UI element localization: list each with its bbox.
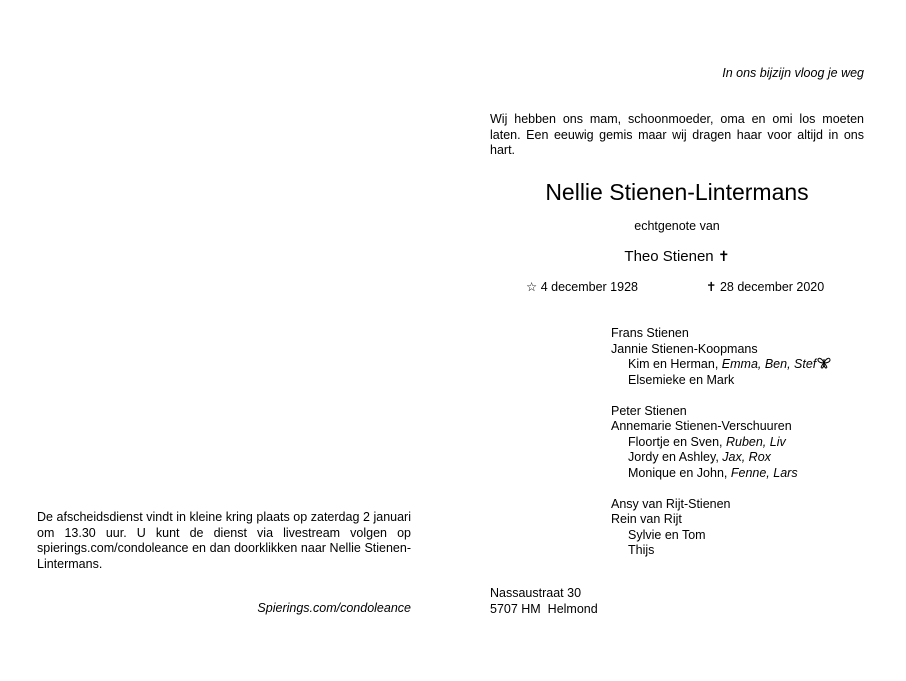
death-date-text: 28 december 2020 xyxy=(719,280,825,294)
family-parent: Jannie Stienen-Koopmans xyxy=(611,341,758,356)
grandchildren-names: Fenne, Lars xyxy=(730,465,798,480)
family-child xyxy=(611,450,871,466)
spouse-label: echtgenote van xyxy=(634,219,720,233)
address-street: Nassaustraat 30 xyxy=(490,586,582,600)
grandchildren-names: Jax, Rox xyxy=(722,450,771,464)
butterfly-icon xyxy=(817,357,831,369)
family-child-names: Kim en Herman, xyxy=(628,357,722,371)
cross-icon: ✝ xyxy=(717,248,730,264)
address-block xyxy=(490,586,598,617)
death-date xyxy=(706,280,824,296)
address-city: 5707 HM Helmond xyxy=(490,601,598,616)
spouse-name: Theo Stienen xyxy=(624,248,714,265)
birth-date-text: 4 december 1928 xyxy=(540,280,638,294)
family-group xyxy=(611,497,871,559)
family-parent: Peter Stienen xyxy=(611,403,687,418)
deceased-name: Nellie Stienen-Lintermans xyxy=(545,179,809,205)
family-child: Thijs xyxy=(628,543,655,557)
spouse-line xyxy=(490,247,864,266)
family-child xyxy=(611,435,871,451)
grandchildren-names: Ruben, Liv xyxy=(725,434,786,449)
family-child: Sylvie en Tom xyxy=(628,527,706,542)
website-link[interactable]: Spierings.com/condoleance xyxy=(257,601,411,615)
family-parent: Rein van Rijt xyxy=(611,512,682,526)
family-group xyxy=(611,404,871,482)
family-parent: Annemarie Stienen-Verschuuren xyxy=(611,419,792,433)
family-child-names: Jordy en Ashley, xyxy=(628,450,723,464)
family-group xyxy=(611,326,871,388)
birth-date xyxy=(526,280,638,296)
family-list xyxy=(611,326,871,574)
service-info-text: De afscheidsdienst vindt in kleine kring plaats op zaterdag 2 januari om 13.30 uur. U kunt de dienst via livestream volgen op spierings.com/condoleance en dan doorklikken naar Nellie Stienen-Lintermans. xyxy=(37,510,411,571)
family-child xyxy=(611,357,871,373)
family-parent: Ansy van Rijt-Stienen xyxy=(611,496,731,511)
family-child-names: Floortje en Sven, xyxy=(628,434,726,449)
grandchildren-names: Emma, Ben, Stef xyxy=(721,357,817,371)
motto-text: In ons bijzijn vloog je weg xyxy=(722,66,864,80)
star-icon: ☆ xyxy=(526,280,538,294)
intro-text: Wij hebben ons mam, schoonmoeder, oma en omi los moeten laten. Een eeuwig gemis maar wij dragen haar voor altijd in ons hart. xyxy=(490,112,864,157)
family-child: Elsemieke en Mark xyxy=(628,372,735,387)
family-child-names: Monique en John, xyxy=(628,465,731,480)
cross-icon: ✝ xyxy=(706,280,717,294)
family-child xyxy=(611,466,871,482)
family-parent: Frans Stienen xyxy=(611,326,689,340)
